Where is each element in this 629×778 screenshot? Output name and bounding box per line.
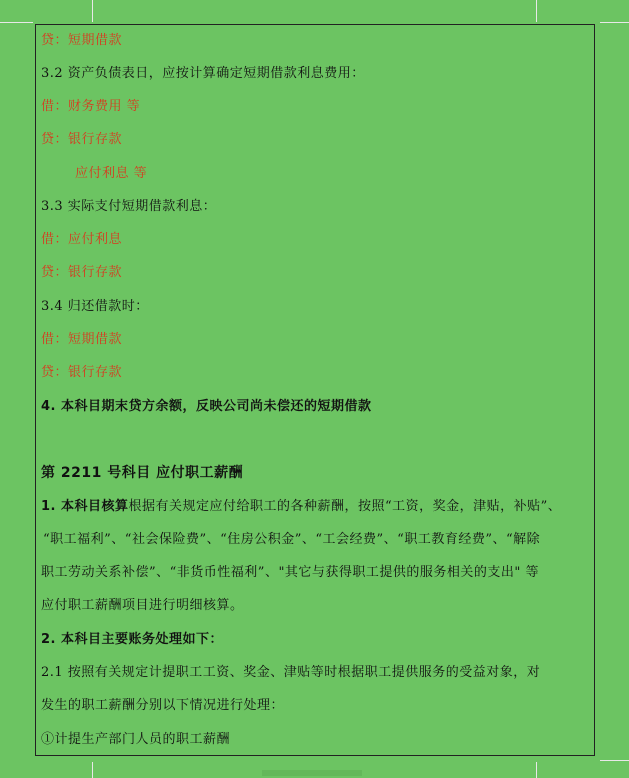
line-debit-finance-cost: 借：财务费用 等 bbox=[41, 99, 141, 114]
line-para1-3: 职工劳动关系补偿”、“非货币性福利”、"其它与获得职工提供的服务相关的支出" 等 bbox=[41, 565, 540, 580]
line-2-1: 2.1 按照有关规定计提职工工资、奖金、津贴等时根据职工提供服务的受益对象，对 bbox=[41, 665, 541, 680]
line-para1-4: 应付职工薪酬项目进行明细核算。 bbox=[41, 598, 244, 613]
crop-mark-top-left bbox=[92, 0, 93, 22]
line-para1-start bbox=[41, 497, 591, 517]
line-debit-interest-payable: 借：应付利息 bbox=[41, 232, 123, 247]
line-credit-bank-deposit-3: 贷：银行存款 bbox=[41, 365, 123, 380]
crop-mark-top-right bbox=[536, 0, 537, 22]
line-4-balance: 4. 本科目期末贷方余额，反映公司尚未偿还的短期借款 bbox=[41, 399, 372, 414]
line-3-2: 3.2 资产负债表日，应按计算确定短期借款利息费用： bbox=[41, 66, 365, 81]
crop-mark-bottom-right-h bbox=[600, 760, 629, 761]
para1-text: 根据有关规定应付给职工的各种薪酬，按照“工资，奖金，津贴，补贴”、 bbox=[128, 499, 562, 514]
line-credit-bank-deposit-2: 贷：银行存款 bbox=[41, 265, 123, 280]
crop-mark-bottom-right bbox=[536, 762, 537, 778]
section-title-2211: 第 2211 号科目 应付职工薪酬 bbox=[41, 465, 244, 481]
line-debit-short-term-loan: 借：短期借款 bbox=[41, 332, 123, 347]
line-interest-payable: 应付利息 等 bbox=[75, 166, 148, 181]
line-circled-1: ①计提生产部门人员的职工薪酬 bbox=[41, 732, 231, 747]
crop-mark-bottom-left bbox=[92, 762, 93, 778]
crop-mark-top-left-h bbox=[0, 22, 33, 23]
line-3-3: 3.3 实际支付短期借款利息： bbox=[41, 199, 217, 214]
line-2-main: 2. 本科目主要账务处理如下： bbox=[41, 632, 224, 647]
line-credit-short-term-loan: 贷：短期借款 bbox=[41, 33, 123, 48]
line-2-1-cont: 发生的职工薪酬分别以下情况进行处理： bbox=[41, 698, 285, 713]
crop-mark-top-right-h bbox=[600, 22, 629, 23]
line-credit-bank-deposit: 贷：银行存款 bbox=[41, 132, 123, 147]
footer-bar bbox=[262, 770, 362, 776]
para1-label: 1. 本科目核算 bbox=[41, 499, 129, 514]
line-3-4: 3.4 归还借款时： bbox=[41, 299, 149, 314]
line-para1-2: “职工福利”、“社会保险费”、“住房公积金”、“工会经费”、“职工教育经费”、“解除 bbox=[43, 532, 541, 547]
